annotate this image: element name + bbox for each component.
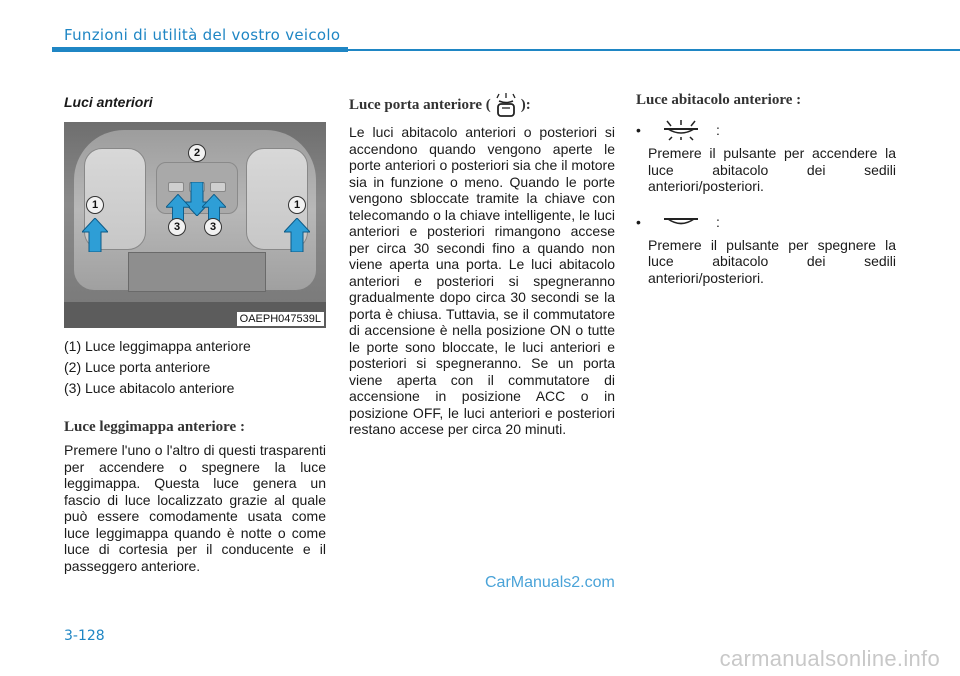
title-suffix: ):: [520, 96, 531, 113]
headliner-photo: [64, 122, 326, 328]
callout-3-left: 3: [168, 218, 186, 236]
title-prefix: Luce porta anteriore (: [349, 96, 491, 113]
colon: :: [716, 213, 720, 230]
column-left: [64, 92, 326, 574]
page-number: 3-128: [64, 628, 105, 644]
callout-3-right: 3: [204, 218, 222, 236]
item-description: Premere il pulsante per accendere la luce abitacolo dei sedili anteriori/posteriori.: [648, 145, 896, 194]
bullet: •: [636, 213, 641, 230]
body-paragraph: Le luci abitacolo anteriori o posteriori si accendono quando vengono aperte le porte anteriori o posteriori sia che il motore sia in funzione o meno. Quando le porte vengono sbloccate tramite la chiave con telecomando o la chiave intelligente, le luci anteriori e posteriori rimangono accese per circa 30 secondi fino a quando non viene aperta una porta. Le luci abitacolo anteriori e posteriori si spegneranno gradualmente dopo circa 30 secondi se la porta è chiusa. Tuttavia, se il commutatore di accensione è nella posizione ON o tutte le porte sono bloccate, le luci anteriori e posteriori si spegneranno. Se un porta viene aperta con il commutatore di accensione in posizione ACC o in posizione OFF, le luci anteriori e posteriori restano accese per circa 20 minuti.: [349, 124, 615, 437]
legend-list: [64, 336, 326, 399]
section-title: Luci anteriori: [64, 94, 153, 110]
door-light-icon: [495, 92, 517, 118]
column-middle: [349, 92, 615, 438]
watermark-footer: carmanualsonline.info: [719, 646, 940, 671]
callout-1-right: 1: [288, 196, 306, 214]
arrow-up-icon: [82, 218, 108, 252]
legend-item: (3) Luce abitacolo anteriore: [64, 380, 235, 396]
header-rule-thin: [348, 49, 960, 51]
watermark-link[interactable]: CarManuals2.com: [485, 574, 615, 591]
photo-code: OAEPH047539L: [237, 312, 324, 326]
sunglass-holder: [128, 252, 266, 292]
subsection-title: Luce leggimappa anteriore :: [64, 419, 245, 435]
list-item: [636, 117, 896, 195]
arrow-up-icon: [284, 218, 310, 252]
item-description: Premere il pulsante per spegnere la luce abitacolo dei sedili anteriori/posteriori.: [648, 236, 896, 286]
colon: :: [716, 122, 720, 138]
subsection-title: [349, 92, 615, 118]
legend-item: (1) Luce leggimappa anteriore: [64, 338, 251, 354]
body-paragraph: Premere l'uno o l'altro di questi trasparenti per accendere o spegnere la luce leggimappa. Questa luce genera un fascio di luce localizzato grazie al quale può essere comodamente usata come luce leggimappa quando è notte o come luce di cortesia per il conducente e il passeggero anteriore.: [64, 442, 326, 574]
callout-2: 2: [188, 144, 206, 162]
subsection-title: Luce abitacolo anteriore :: [636, 92, 802, 108]
legend-item: (2) Luce porta anteriore: [64, 359, 211, 375]
callout-1-left: 1: [86, 196, 104, 214]
header-rule-thick: [52, 47, 348, 52]
lamp-off-icon: [652, 211, 710, 233]
list-item: [636, 209, 896, 287]
lamp-on-icon: [652, 119, 710, 141]
bullet: •: [636, 122, 641, 138]
column-right: [636, 92, 896, 286]
header-title: Funzioni di utilità del vostro veicolo: [64, 26, 341, 44]
